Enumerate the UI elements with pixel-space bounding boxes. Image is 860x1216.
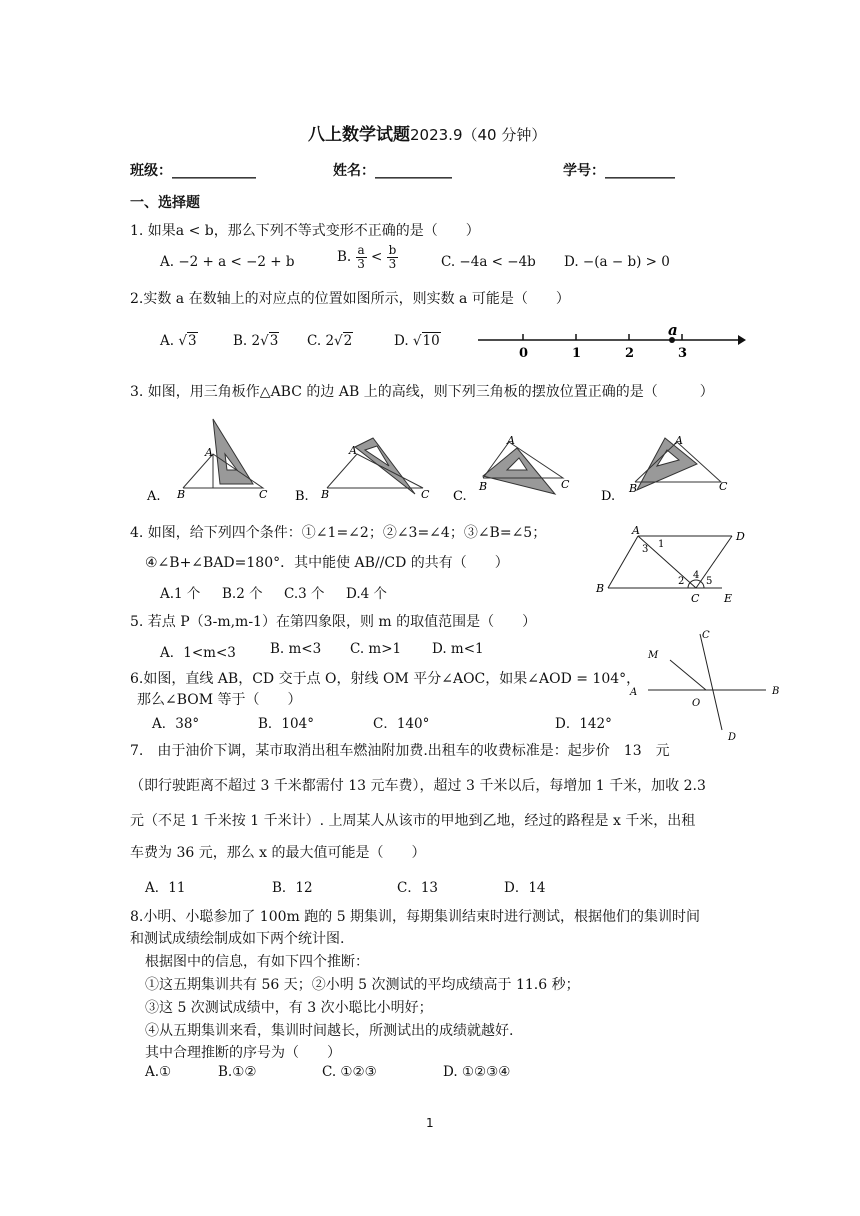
q1-option-d: D. −(a − b) > 0 [564, 254, 670, 270]
q8-line5: ③这 5 次测试成绩中，有 3 次小聪比小明好； [145, 1000, 433, 1016]
fig-a-C: C [259, 488, 268, 501]
title-main: 八上数学试题 [308, 125, 410, 145]
fig4-C: C [691, 592, 700, 605]
q7-option-c: C．13 [397, 880, 439, 896]
frac-den: 3 [357, 257, 365, 271]
fig6-C: C [702, 630, 710, 641]
fig4-A: A [632, 524, 640, 537]
q5-option-d: D. m<1 [432, 641, 484, 657]
q8-option-d: D. ①②③④ [443, 1064, 511, 1080]
q3-triangle-figures [145, 412, 735, 508]
q4-option-d: D.4 个 [346, 586, 388, 602]
class-field: 班级：____________ [130, 163, 256, 179]
q2-option-d: D. √10 [394, 333, 440, 349]
q3-fig-d [601, 434, 728, 504]
fig4-B: B [596, 582, 605, 595]
q5-stem: 5. 若点 P（3-m,m-1）在第四象限，则 m 的取值范围是（ ） [130, 614, 537, 630]
fig-d-A: A [675, 434, 683, 447]
fig4-E: E [724, 592, 733, 605]
frac-num: b [388, 243, 397, 257]
q4-stem-line1: 4. 如图，给下列四个条件：①∠1=∠2；②∠3=∠4；③∠B=∠5； [130, 525, 547, 541]
q1-option-c: C. −4a < −4b [441, 254, 536, 270]
fig-d-label: D. [601, 489, 616, 504]
fig-a-A: A [205, 446, 213, 459]
coef: 2 [251, 333, 261, 349]
fig-b-A: A [349, 444, 357, 457]
fig-c-B: B [479, 480, 488, 493]
page-title [308, 120, 546, 145]
q8-line4: ①这五期集训共有 56 天；②小明 5 次测试的平均成绩高于 11.6 秒； [145, 977, 580, 993]
q2-option-c: C. 2√2 [307, 333, 353, 349]
fig4-angle-3: 3 [642, 544, 649, 555]
frac-den: 3 [388, 257, 397, 271]
q6-stem-line1: 6.如图，直线 AB，CD 交于点 O，射线 OM 平分∠AOC，如果∠AOD = 104°， [130, 671, 641, 687]
q1-b-lt: < [370, 249, 383, 265]
q6-option-b: B．104° [258, 716, 314, 732]
q6-stem-line2: 那么∠BOM 等于（ ） [137, 692, 302, 708]
opt-prefix: D. [394, 333, 409, 349]
q8-option-a: A.① [145, 1064, 172, 1080]
sqrt-val: 2 [343, 333, 353, 349]
q6-option-d: D．142° [555, 716, 612, 732]
tick-2: 2 [625, 346, 635, 361]
fig-b-B: B [321, 488, 330, 501]
sqrt-val: 3 [187, 333, 197, 349]
q4-parallelogram-figure [592, 524, 752, 608]
q4-option-c: C.3 个 [284, 586, 325, 602]
q7-line4: 车费为 36 元，那么 x 的最大值可能是（ ） [130, 845, 426, 861]
q6-option-a: A．38° [152, 716, 200, 732]
q7-option-a: A．11 [145, 880, 186, 896]
q2-option-a: A. √3 [160, 333, 197, 349]
fig4-D: D [736, 530, 745, 543]
point-a-label: a [668, 321, 678, 339]
q5-option-a: A．1<m<3 [160, 645, 236, 661]
fig4-angle-5: 5 [706, 576, 713, 587]
q8-line1: 8.小明、小聪参加了 100m 跑的 5 期集训，每期集训结束时进行测试，根据他们的集训时间 [130, 909, 701, 925]
fig-c-A: A [507, 434, 515, 447]
q6-option-c: C．140° [373, 716, 430, 732]
fig4-angle-2: 2 [678, 576, 685, 587]
fig6-A: A [630, 687, 638, 698]
fig-b-C: C [421, 488, 430, 501]
tick-3: 3 [678, 346, 688, 361]
q6-intersecting-lines-figure [622, 626, 786, 744]
opt-prefix: C. [307, 333, 322, 349]
q7-line2: （即行驶距离不超过 3 千米都需付 13 元车费），超过 3 千米以后，每增加 1 千米，加收 2.3 [130, 778, 706, 794]
fig4-angle-4: 4 [693, 570, 700, 581]
q7-option-d: D．14 [504, 880, 546, 896]
q3-stem: 3. 如图，用三角板作△ABC 的边 AB 上的高线，则下列三角板的摆放位置正确的是（ ） [130, 384, 714, 400]
section-title: 一、选择题 [130, 195, 200, 211]
fig-c-C: C [561, 478, 570, 491]
student-id-field: 学号：__________ [563, 163, 675, 179]
fig-d-B: B [629, 482, 638, 495]
q1-b-frac2 [387, 244, 399, 271]
q1-b-prefix: B. [337, 249, 352, 265]
q4-option-a: A.1 个 [160, 586, 201, 602]
q2-stem: 2.实数 a 在数轴上的对应点的位置如图所示，则实数 a 可能是（ ） [130, 291, 570, 307]
q1-option-b [337, 244, 398, 271]
q7-line1: 7. 由于油价下调，某市取消出租车燃油附加费.出租车的收费标准是：起步价 13 元 [130, 743, 670, 759]
number-line-figure [470, 320, 750, 364]
opt-prefix: B. [233, 333, 248, 349]
sqrt-val: 3 [269, 333, 279, 349]
q8-line3: 根据图中的信息，有如下四个推断： [145, 954, 369, 970]
q8-option-c: C. ①②③ [322, 1064, 377, 1080]
opt-prefix: A. [160, 333, 175, 349]
q7-line3: 元（不足 1 千米按 1 千米计）. 上周某人从该市的甲地到乙地，经过的路程是 x 千米，出租 [130, 813, 696, 829]
coef: 2 [325, 333, 335, 349]
q8-line7: 其中合理推断的序号为（ ） [145, 1045, 341, 1061]
page-number: 1 [426, 1116, 434, 1130]
sqrt-val: 10 [422, 333, 440, 349]
q2-option-b: B. 2√3 [233, 333, 279, 349]
q1-option-a: A. −2 + a < −2 + b [160, 254, 295, 270]
fig-a-label: A. [147, 489, 161, 504]
q1-b-frac1 [356, 244, 367, 271]
fig-d-C: C [719, 480, 728, 493]
q4-option-b: B.2 个 [222, 586, 263, 602]
q3-fig-a [146, 419, 268, 504]
fig-c-label: C. [453, 489, 467, 504]
title-subtitle: 2023.9（40 分钟） [410, 126, 547, 144]
q8-line2: 和测试成绩绘制成如下两个统计图. [130, 931, 345, 947]
fig6-B: B [772, 686, 780, 697]
name-field: 姓名：___________ [333, 163, 452, 179]
fig-a-B: B [177, 488, 186, 501]
fig4-angle-1: 1 [658, 539, 665, 550]
q3-fig-b [295, 438, 430, 504]
tick-0: 0 [519, 346, 529, 361]
tick-1: 1 [572, 346, 582, 361]
q7-option-b: B．12 [272, 880, 313, 896]
q3-fig-c [453, 434, 570, 504]
frac-num: a [357, 243, 365, 257]
fig-b-label: B. [295, 489, 309, 504]
fig6-O: O [692, 698, 701, 709]
fig6-M: M [648, 650, 659, 661]
q1-stem: 1. 如果a < b，那么下列不等式变形不正确的是（ ） [130, 223, 480, 239]
fig6-D: D [728, 732, 737, 743]
q5-option-c: C. m>1 [350, 641, 402, 657]
q4-stem-line2: ④∠B+∠BAD=180°．其中能使 AB//CD 的共有（ ） [145, 555, 509, 571]
q5-option-b: B. m<3 [270, 641, 322, 657]
q8-line6: ④从五期集训来看，集训时间越长，所测试出的成绩就越好. [145, 1023, 514, 1039]
q8-option-b: B.①② [218, 1064, 257, 1080]
